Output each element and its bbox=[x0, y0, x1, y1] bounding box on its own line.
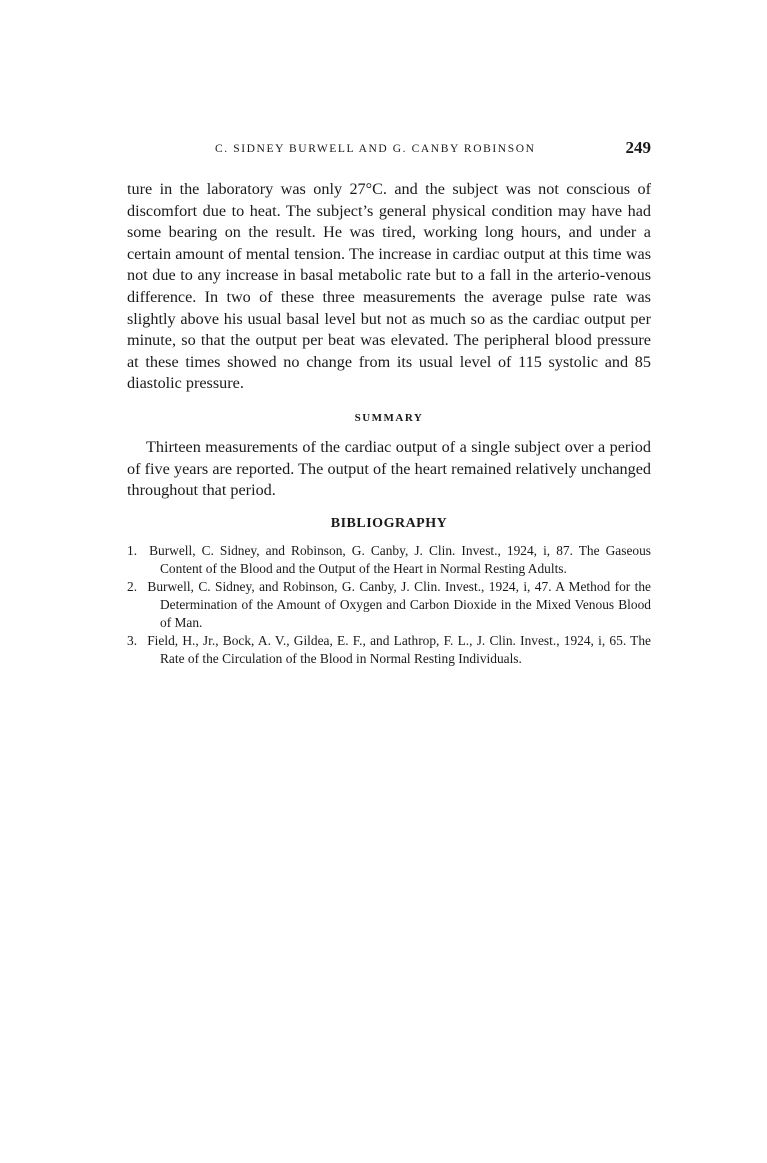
reference-text: Field, H., Jr., Bock, A. V., Gildea, E. F., and Lathrop, F. L., J. Clin. Invest., 1924, i, 65. The Rate of the Circulation of the Blood in Normal Resting Individuals. bbox=[147, 632, 651, 666]
reference-list bbox=[127, 542, 651, 668]
journal-page bbox=[127, 138, 651, 668]
running-header bbox=[127, 138, 651, 164]
bibliography-heading: BIBLIOGRAPHY bbox=[330, 515, 448, 531]
reference-text: Burwell, C. Sidney, and Robinson, G. Canby, J. Clin. Invest., 1924, i, 47. A Method for the Determination of the Amount of Oxygen and Carbon Dioxide in the Mixed Venous Blood of Man. bbox=[147, 578, 651, 630]
reference-text: Burwell, C. Sidney, and Robinson, G. Canby, J. Clin. Invest., 1924, i, 87. The Gaseous Content of the Blood and the Output of the Heart in Normal Resting Adults. bbox=[149, 542, 651, 576]
summary-paragraph: Thirteen measurements of the cardiac output of a single subject over a period of five years are reported. The output of the heart remained relatively unchanged throughout that period. bbox=[127, 437, 651, 500]
reference-number: 3. bbox=[127, 632, 138, 648]
reference-item bbox=[127, 542, 651, 578]
page-number: 249 bbox=[625, 138, 651, 157]
reference-item bbox=[127, 632, 651, 668]
summary-heading: SUMMARY bbox=[354, 411, 424, 424]
body-paragraph-continued: ture in the laboratory was only 27°C. and the subject was not conscious of discomfort due to heat. The subject’s general physical condition may have had some bearing on the result. He was tired, working long hours, and under a certain amount of mental tension. The increase in cardiac output at this time was not due to any increase in basal metabolic rate but to a fall in the arterio-venous difference. In two of these three measurements the average pulse rate was slightly above his usual basal level but not as much so as the cardiac output per minute, so that the output per beat was elevated. The peripheral blood pressure at these times showed no change from its usual level of 115 systolic and 85 diastolic pressure. bbox=[127, 180, 651, 393]
reference-number: 1. bbox=[127, 542, 138, 558]
reference-number: 2. bbox=[127, 578, 138, 594]
running-title: C. SIDNEY BURWELL AND G. CANBY ROBINSON bbox=[215, 143, 536, 155]
reference-item bbox=[127, 578, 651, 632]
